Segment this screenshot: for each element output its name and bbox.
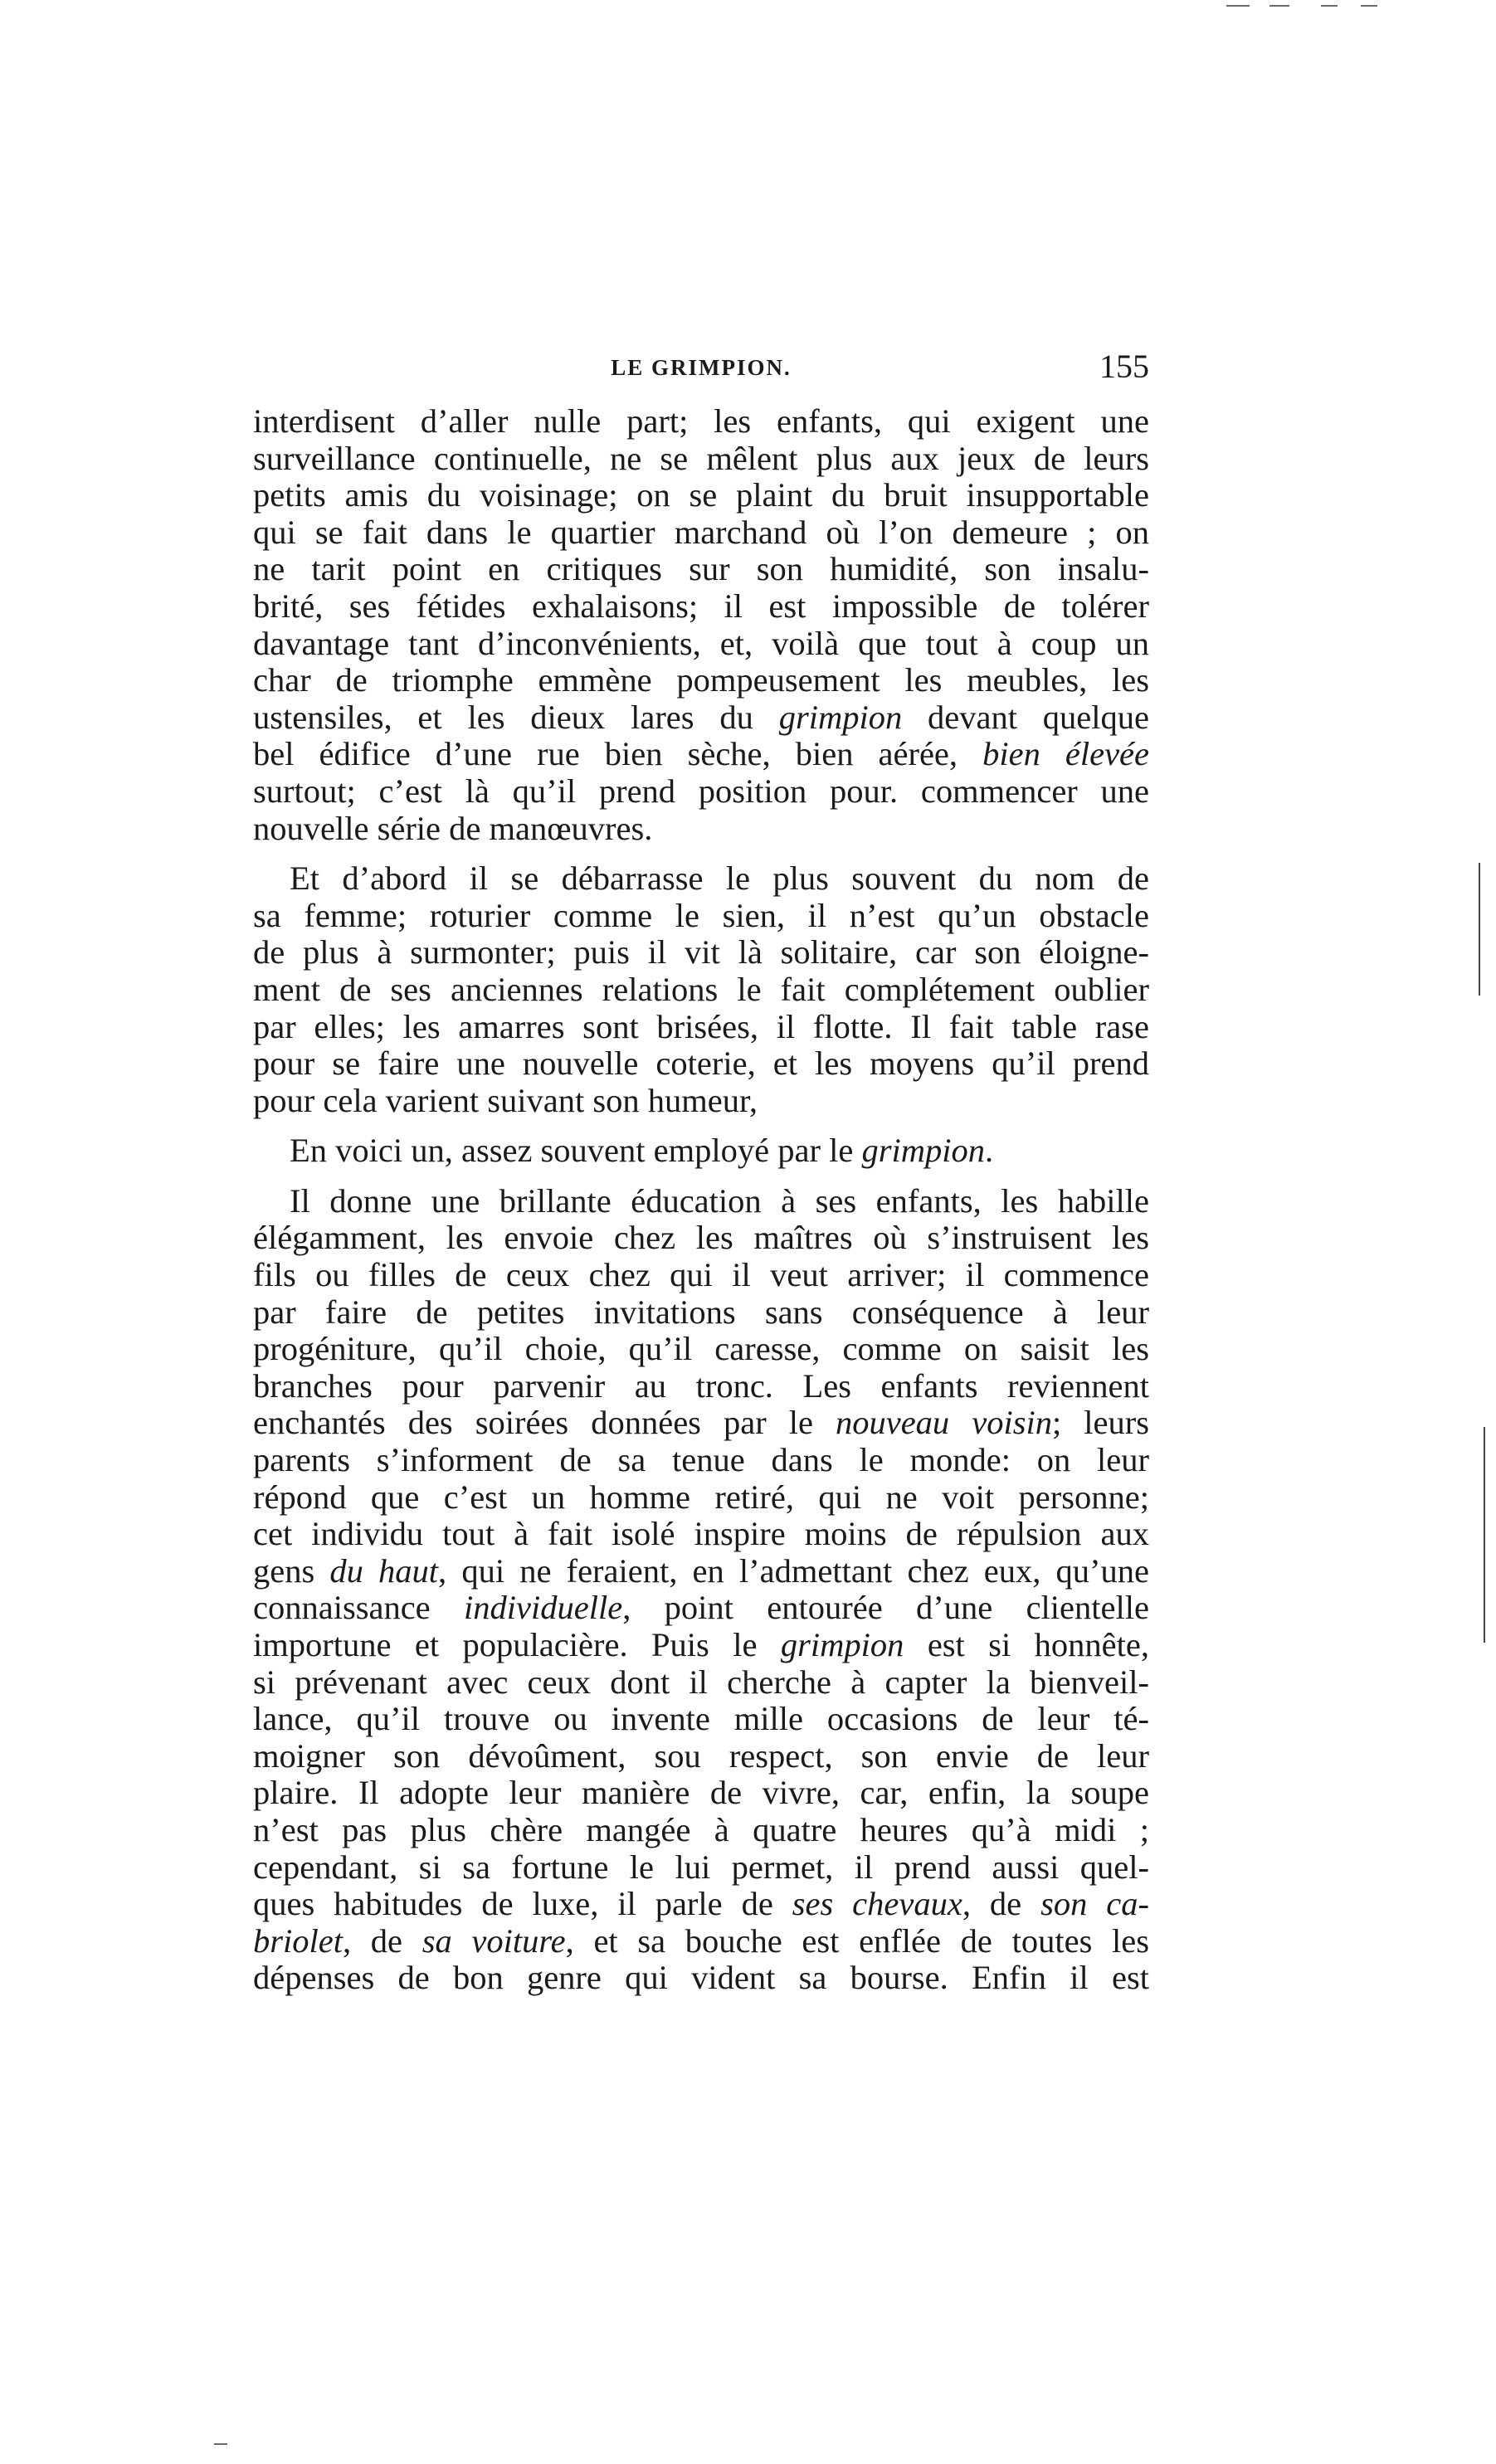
text-line: ment de ses anciennes relations le fait complétement oublier: [253, 970, 1149, 1008]
running-title: LE GRIMPION.: [611, 355, 792, 380]
text-line: brité, ses fétides exhalaisons; il est impossible de tolérer: [253, 587, 1149, 625]
text-line: interdisent d’aller nulle part; les enfants, qui exigent une: [253, 402, 1149, 440]
text-line: progéniture, qu’il choie, qu’il caresse, comme on saisit les: [253, 1330, 1149, 1368]
paragraph-1: [253, 403, 1149, 847]
text-line: briolet, de sa voiture, et sa bouche est enflée de toutes les: [253, 1921, 1149, 1960]
text-line: importune et populacière. Puis le grimpion est si honnête,: [253, 1626, 1149, 1663]
text-line: gens du haut, qui ne feraient, en l’admettant chez eux, qu’une: [253, 1551, 1149, 1590]
page-number: 155: [1099, 348, 1149, 385]
text-line: bel édifice d’une rue bien sèche, bien aérée, bien élevée: [253, 735, 1150, 773]
text-line: enchantés des soirées données par le nouveau voisin; leurs: [253, 1404, 1149, 1442]
paragraph-3: [253, 1132, 1149, 1170]
scan-mark: [1269, 5, 1289, 7]
paragraph-2: [253, 860, 1149, 1119]
text-line: davantage tant d’inconvénients, et, voilà que tout à coup un: [253, 624, 1149, 662]
text-line: nouvelle série de manœuvres.: [253, 809, 653, 847]
text-line: cependant, si sa fortune le lui permet, il prend aussi quel-: [253, 1848, 1149, 1886]
scan-mark: [1226, 5, 1250, 7]
text-line: connaissance individuelle, point entourée d’une clientelle: [253, 1589, 1149, 1627]
text-line: de plus à surmonter; puis il vit là solitaire, car son éloigne-: [253, 933, 1149, 971]
text-line: surveillance continuelle, ne se mêlent plus aux jeux de leurs: [253, 439, 1149, 477]
text-line: lance, qu’il trouve ou invente mille occasions de leur té-: [253, 1700, 1149, 1738]
scan-mark: [1479, 863, 1480, 996]
text-line: ustensiles, et les dieux lares du grimpion devant quelque: [253, 698, 1149, 736]
text-line: char de triomphe emmène pompeusement les meubles, les: [253, 661, 1149, 699]
text-line: surtout; c’est là qu’il prend position pour. commencer une: [253, 772, 1149, 810]
text-line: pour se faire une nouvelle coterie, et les moyens qu’il prend: [253, 1045, 1149, 1083]
text-line: En voici un, assez souvent employé par le grimpion.: [290, 1132, 994, 1170]
text-line: ques habitudes de luxe, il parle de ses chevaux, de son ca-: [253, 1885, 1149, 1923]
text-line: n’est pas plus chère mangée à quatre heures qu’à midi ;: [253, 1810, 1149, 1848]
body-text: [253, 403, 1149, 1997]
text-line: Et d’abord il se débarrasse le plus souvent du nom de: [290, 859, 1149, 898]
scan-mark: [1361, 5, 1377, 7]
scan-mark: [214, 2443, 227, 2445]
text-line: fils ou filles de ceux chez qui il veut arriver; il commence: [253, 1256, 1149, 1294]
scan-mark: [1484, 1427, 1485, 1643]
text-line: si prévenant avec ceux dont il cherche à capter la bienveil-: [253, 1663, 1149, 1701]
text-line: pour cela varient suivant son humeur,: [253, 1081, 758, 1119]
text-line: élégamment, les envoie chez les maîtres où s’instruisent les: [253, 1219, 1149, 1257]
text-line: plaire. Il adopte leur manière de vivre, car, enfin, la soupe: [253, 1774, 1149, 1812]
text-line: par faire de petites invitations sans conséquence à leur: [253, 1293, 1149, 1331]
text-line: parents s’informent de sa tenue dans le monde: on leur: [253, 1441, 1149, 1479]
text-line: répond que c’est un homme retiré, qui ne voit personne;: [253, 1478, 1149, 1516]
text-line: Il donne une brillante éducation à ses enfants, les habille: [290, 1181, 1149, 1220]
scan-mark: [1321, 5, 1338, 7]
text-line: par elles; les amarres sont brisées, il flotte. Il fait table rase: [253, 1007, 1149, 1045]
paragraph-4: [253, 1183, 1149, 1997]
page-header: [253, 347, 1149, 388]
text-line: cet individu tout à fait isolé inspire moins de répulsion aux: [253, 1515, 1149, 1553]
text-line: dépenses de bon genre qui vident sa bourse. Enfin il est: [253, 1959, 1149, 1997]
text-line: moigner son dévoûment, sou respect, son envie de leur: [253, 1736, 1149, 1775]
text-line: qui se fait dans le quartier marchand où l’on demeure ; on: [253, 513, 1149, 551]
text-line: ne tarit point en critiques sur son humidité, son insalu-: [253, 550, 1149, 588]
text-line: branches pour parvenir au tronc. Les enfants reviennent: [253, 1366, 1149, 1405]
text-line: petits amis du voisinage; on se plaint du bruit insupportable: [253, 476, 1149, 514]
text-line: sa femme; roturier comme le sien, il n’est qu’un obstacle: [253, 896, 1149, 934]
